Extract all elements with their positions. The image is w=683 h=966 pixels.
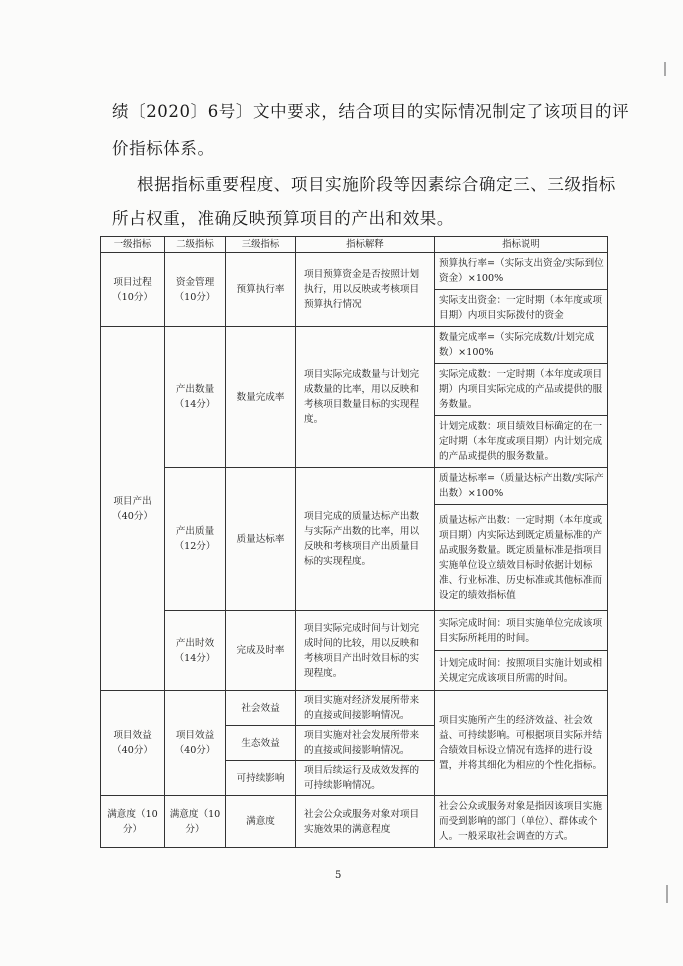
explain-sustain: 项目后续运行及成效发挥的可持续影响情况。 — [296, 761, 435, 796]
table-row — [101, 611, 608, 651]
body-paragraph-line: 所占权重，准确反映预算项目的产出和效果。 — [112, 209, 454, 228]
note-actual-done: 实际完成数：一定时期（本年度或项目期）内项目实际完成的产品或提供的服务数量。 — [435, 364, 608, 416]
table-row — [101, 327, 608, 364]
note-quality-rate: 质量达标率=（质量达标产出数/实际产出数）×100% — [435, 468, 608, 505]
level3-quantity: 数量完成率 — [226, 327, 296, 468]
explain-ecology: 项目实施对社会发展所带来的直接或间接影响情况。 — [296, 726, 435, 761]
explain-quantity: 项目实际完成数量与计划完成数量的比率，用以反映和考核项目数量目标的实现程度。 — [296, 327, 435, 468]
note-quantity-rate: 数量完成率=（实际完成数/计划完成数）×100% — [435, 327, 608, 364]
indicator-table — [100, 236, 608, 848]
level3-timeliness: 完成及时率 — [226, 611, 296, 691]
level2-quantity: 产出数量（14分） — [165, 327, 226, 468]
note-benefit: 项目实施所产生的经济效益、社会效益、可持续影响。可根据项目实际并结合绩效目标设立情况有选择的进行设置，并将其细化为相应的个性化指标。 — [435, 691, 608, 796]
explain-budget: 项目预算资金是否按照计划执行，用以反映或考核项目预算执行情况 — [296, 253, 435, 327]
level1-output: 项目产出（40分） — [101, 327, 165, 691]
level3-social: 社会效益 — [226, 691, 296, 726]
body-paragraph-line: 绩〔2020〕6号〕文中要求，结合项目的实际情况制定了该项目的评 — [112, 102, 630, 121]
level1-benefit: 项目效益（40分） — [101, 691, 165, 796]
level3-budget: 预算执行率 — [226, 253, 296, 327]
explain-social: 项目实施对经济发展所带来的直接或间接影响情况。 — [296, 691, 435, 726]
level3-quality: 质量达标率 — [226, 468, 296, 611]
table-row — [101, 691, 608, 726]
explain-satisfaction: 社会公众或服务对象对项目实施效果的满意程度 — [296, 796, 435, 848]
note-plan-time: 计划完成时间：按照项目实施计划或相关规定完成该项目所需的时间。 — [435, 651, 608, 691]
header-cell: 二级指标 — [165, 237, 226, 253]
note-plan-done: 计划完成数：项目绩效目标确定的在一定时期（本年度或项目期）内计划完成的产品或提供的服务数量。 — [435, 416, 608, 468]
body-paragraph-line: 价指标体系。 — [112, 139, 215, 158]
level2-funds: 资金管理（10分） — [165, 253, 226, 327]
note-actual-time: 实际完成时间：项目实施单位完成该项目实际所耗用的时间。 — [435, 611, 608, 651]
scan-edge-mark — [666, 885, 668, 903]
level1-satisfaction: 满意度（10分） — [101, 796, 165, 848]
level3-sustain: 可持续影响 — [226, 761, 296, 796]
note-quality-count: 质量达标产出数：一定时期（本年度或项目期）内实际达到既定质量标准的产品或服务数量。既定质量标准是指项目实施单位设立绩效目标时依据计划标准、行业标准、历史标准或其他标准而设定的绩效指标值 — [435, 505, 608, 611]
level2-timeliness: 产出时效（14分） — [165, 611, 226, 691]
scan-edge-mark — [664, 62, 666, 76]
table-row — [101, 468, 608, 505]
level2-benefit: 项目效益（40分） — [165, 691, 226, 796]
header-cell: 指标解释 — [296, 237, 435, 253]
table-row — [101, 796, 608, 848]
level3-satisfaction: 满意度 — [226, 796, 296, 848]
level2-quality: 产出质量（12分） — [165, 468, 226, 611]
level1-process: 项目过程（10分） — [101, 253, 165, 327]
body-paragraph-line: 根据指标重要程度、项目实施阶段等因素综合确定三、三级指标 — [137, 175, 616, 194]
note-budget-rate: 预算执行率=（实际支出资金/实际到位资金）×100% — [435, 253, 608, 290]
header-cell: 一级指标 — [101, 237, 165, 253]
table-header-row — [101, 237, 608, 253]
header-cell: 指标说明 — [435, 237, 608, 253]
level3-ecology: 生态效益 — [226, 726, 296, 761]
level2-satisfaction: 满意度（10分） — [165, 796, 226, 848]
note-satisfaction: 社会公众或服务对象是指因该项目实施而受到影响的部门（单位）、群体或个人。一般采取社会调查的方式。 — [435, 796, 608, 848]
header-cell: 三级指标 — [226, 237, 296, 253]
explain-quality: 项目完成的质量达标产出数与实际产出数的比率，用以反映和考核项目产出质量目标的实现程度。 — [296, 468, 435, 611]
explain-timeliness: 项目实际完成时间与计划完成时间的比较，用以反映和考核项目产出时效目标的实现程度。 — [296, 611, 435, 691]
table-row — [101, 253, 608, 290]
note-actual-spend: 实际支出资金：一定时期（本年度或项目期）内项目实际拨付的资金 — [435, 290, 608, 327]
page-number: 5 — [335, 870, 342, 881]
